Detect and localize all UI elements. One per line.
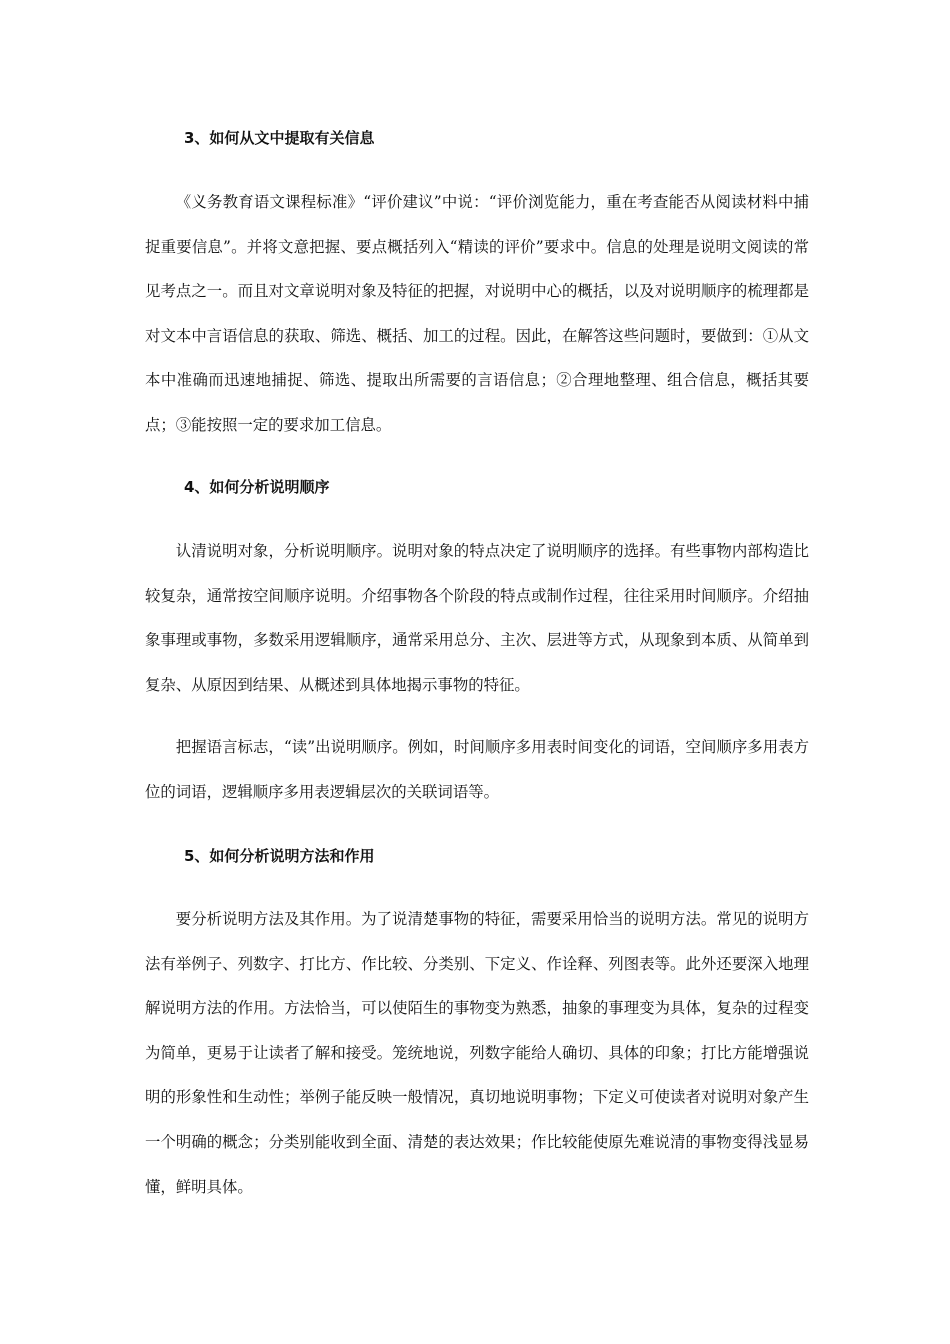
section-heading-5: 5、如何分析说明方法和作用 (184, 847, 375, 865)
paragraph-explanation-methods: 要分析说明方法及其作用。为了说清楚事物的特征，需要采用恰当的说明方法。常见的说明方法有举例子、列数字、打比方、作比较、分类别、下定义、作诠释、列图表等。此外还要深入地理解说明方法的作用。方法恰当，可以使陌生的事物变为熟悉，抽象的事理变为具体，复杂的过程变为简单，更易于让读者了解和接受。笼统地说，列数字能给人确切、具体的印象；打比方能增强说明的形象性和生动性；举例子能反映一般情况，真切地说明事物；下定义可使读者对说明对象产生一个明确的概念；分类别能收到全面、清楚的表达效果；作比较能使原先难说清的事物变得浅显易懂，鲜明具体。 (145, 910, 809, 1196)
paragraph-information-extraction: 《义务教育语文课程标准》“评价建议”中说：“评价浏览能力，重在考查能否从阅读材料中捕捉重要信息”。并将文意把握、要点概括列入“精读的评价”要求中。信息的处理是说明文阅读的常见考点之一。而且对文章说明对象及特征的把握，对说明中心的概括，以及对说明顺序的梳理都是对文本中言语信息的获取、筛选、概括、加工的过程。因此，在解答这些问题时，要做到：①从文本中准确而迅速地捕捉、筛选、提取出所需要的言语信息；②合理地整理、组合信息，概括其要点；③能按照一定的要求加工信息。 (145, 193, 809, 434)
paragraph-language-markers: 把握语言标志，“读”出说明顺序。例如，时间顺序多用表时间变化的词语，空间顺序多用表方位的词语，逻辑顺序多用表逻辑层次的关联词语等。 (145, 738, 809, 801)
section-heading-4: 4、如何分析说明顺序 (184, 478, 330, 496)
paragraph-explanation-order: 认清说明对象，分析说明顺序。说明对象的特点决定了说明顺序的选择。有些事物内部构造比较复杂，通常按空间顺序说明。介绍事物各个阶段的特点或制作过程，往往采用时间顺序。介绍抽象事理或事物，多数采用逻辑顺序，通常采用总分、主次、层进等方式，从现象到本质、从简单到复杂、从原因到结果、从概述到具体地揭示事物的特征。 (145, 542, 809, 694)
section-heading-3: 3、如何从文中提取有关信息 (184, 129, 375, 147)
